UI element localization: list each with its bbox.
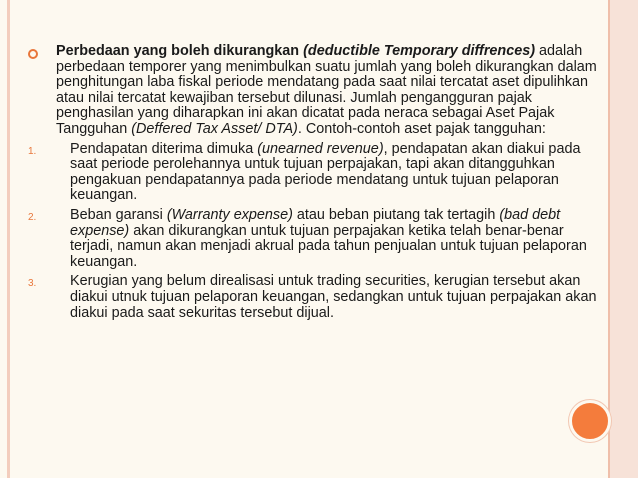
- list-item: [24, 274, 602, 321]
- item-text: Pendapatan diterima dimuka: [70, 140, 258, 157]
- item-text: , pendapatan akan diakui pada saat periode perolehannya untuk tujuan perpajakan, tapi akan ditangguhkan pengakuan pendapatannya pada periode mendatang untuk tujuan pelaporan keuangan.: [70, 140, 581, 204]
- list-item: [24, 142, 602, 204]
- orange-circle-decoration: [569, 400, 611, 442]
- item-text: akan dikurangkan untuk tujuan perpajakan ketika telah benar-benar terjadi, namun akan menjadi akrual pada tahun penjualan untuk tujuan pelaporan keuangan.: [70, 222, 587, 270]
- ring-bullet-icon: [28, 49, 38, 59]
- item-italic-term: (Warranty expense): [166, 206, 293, 223]
- left-decorative-rule: [7, 0, 10, 478]
- slide-content: [24, 44, 602, 321]
- list-item: [24, 208, 602, 270]
- list-number: 1.: [28, 145, 37, 157]
- item-text: Beban garansi: [70, 206, 167, 223]
- intro-italic-term: (Deffered Tax Asset/ DTA): [131, 120, 298, 137]
- item-text: atau beban piutang tak tertagih: [292, 206, 500, 223]
- item-text: Kerugian yang belum direalisasi untuk trading securities, kerugian tersebut akan diakui utnuk tujuan pelaporan keuangan, sedangkan untuk tujuan perpajakan akan diakui pada saat sekuritas tersebut dijual.: [70, 273, 597, 321]
- item-italic-term: (bad debt expense): [70, 206, 561, 239]
- intro-bullet: [24, 44, 602, 138]
- intro-bold-italic-term: (deductible Temporary diffrences): [303, 43, 536, 59]
- right-decorative-panel: [610, 0, 638, 478]
- intro-text-2: . Contoh-contoh aset pajak tangguhan:: [297, 120, 546, 137]
- list-number: 2.: [28, 211, 37, 223]
- list-number: 3.: [28, 278, 37, 290]
- intro-bold-lead: Perbedaan yang boleh dikurangkan: [56, 43, 304, 59]
- item-italic-term: (unearned revenue): [257, 140, 384, 157]
- intro-text-1: adalah perbedaan temporer yang menimbulkan suatu jumlah yang boleh dikurangkan dalam penghitungan laba fiskal periode mendatang pada saat nilai tercatat aset dipulihkan atau nilai tercatat kewajiban tersebut dilunasi. Jumlah pengangguran pajak penghasilan yang diharapkan ini akan dicatat pada neraca sebagai Aset Pajak Tangguhan: [56, 43, 597, 137]
